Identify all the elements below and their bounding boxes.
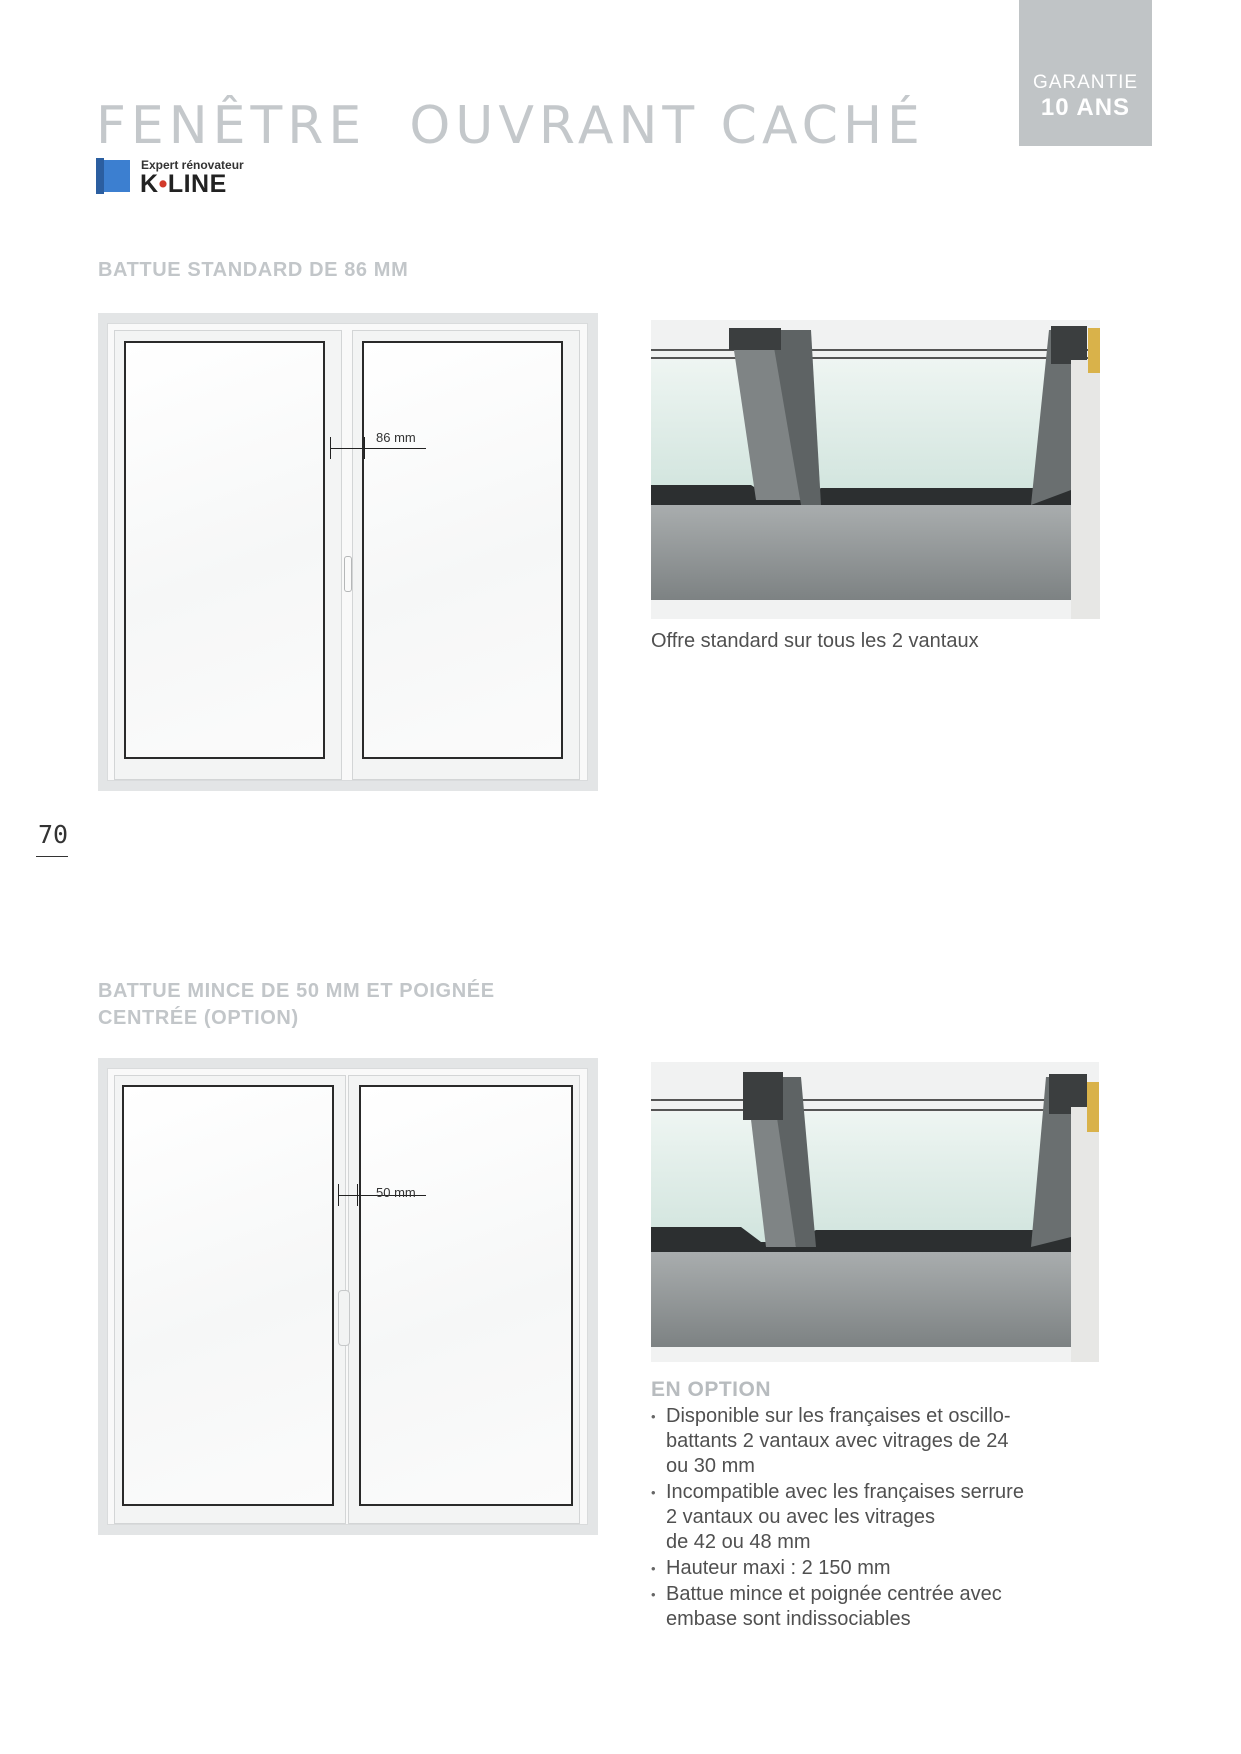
window-handle [344, 556, 352, 592]
dimension-line [330, 448, 426, 449]
window-right-glass [362, 341, 563, 759]
list-item: • Hauteur maxi : 2 150 mm [651, 1556, 1111, 1581]
section2-title-line2: CENTRÉE (OPTION) [98, 1007, 299, 1029]
dimension-label: 86 mm [376, 430, 416, 445]
window-left-glass [124, 341, 325, 759]
kline-logo-mark [98, 160, 130, 192]
kline-logo-k: K [140, 170, 159, 198]
section2-title-line1: BATTUE MINCE DE 50 MM ET POIGNÉE [98, 980, 495, 1002]
dimension-label: 50 mm [376, 1185, 416, 1200]
option-list [651, 1404, 1111, 1633]
page-title: FENÊTRE OUVRANT CACHÉ [96, 96, 925, 156]
profile-section-drawing [651, 1062, 1099, 1362]
page-number-rule [36, 856, 68, 857]
window-outer-frame [107, 323, 588, 781]
list-item: • Incompatible avec les françaises serrure 2 vantaux ou avec les vitrages de 42 ou 48 mm [651, 1480, 1111, 1555]
page-number: 70 [38, 820, 69, 849]
list-item: • Battue mince et poignée centrée avec embase sont indissociables [651, 1582, 1111, 1632]
window-outer-frame [107, 1068, 588, 1525]
profile-section-drawing [651, 320, 1100, 619]
warranty-badge-duration: 10 ANS [1040, 94, 1131, 121]
kline-logo-line: LINE [167, 170, 227, 198]
window-left-glass [122, 1085, 334, 1506]
profile-section-photo-standard [651, 320, 1100, 619]
profile-section-photo-slim [651, 1062, 1099, 1362]
window-standard-illustration [98, 313, 598, 791]
window-slim-illustration [98, 1058, 598, 1535]
kline-logo-dot: • [158, 170, 168, 198]
warranty-badge-label: GARANTIE [1032, 72, 1139, 93]
list-item: • Disponible sur les françaises et oscillo- battants 2 vantaux avec vitrages de 24 ou 30 mm [651, 1404, 1111, 1479]
window-right-glass [359, 1085, 573, 1506]
kline-logo-tagline: Expert rénovateur [141, 158, 244, 172]
section2-title [98, 978, 495, 1032]
kline-logo [98, 158, 258, 196]
section1-caption: Offre standard sur tous les 2 vantaux [651, 630, 979, 652]
option-title: EN OPTION [651, 1378, 772, 1401]
warranty-badge [1019, 0, 1152, 146]
section1-title: BATTUE STANDARD DE 86 MM [98, 259, 409, 281]
kline-logo-wordmark [140, 170, 227, 199]
window-center-handle [338, 1290, 350, 1346]
